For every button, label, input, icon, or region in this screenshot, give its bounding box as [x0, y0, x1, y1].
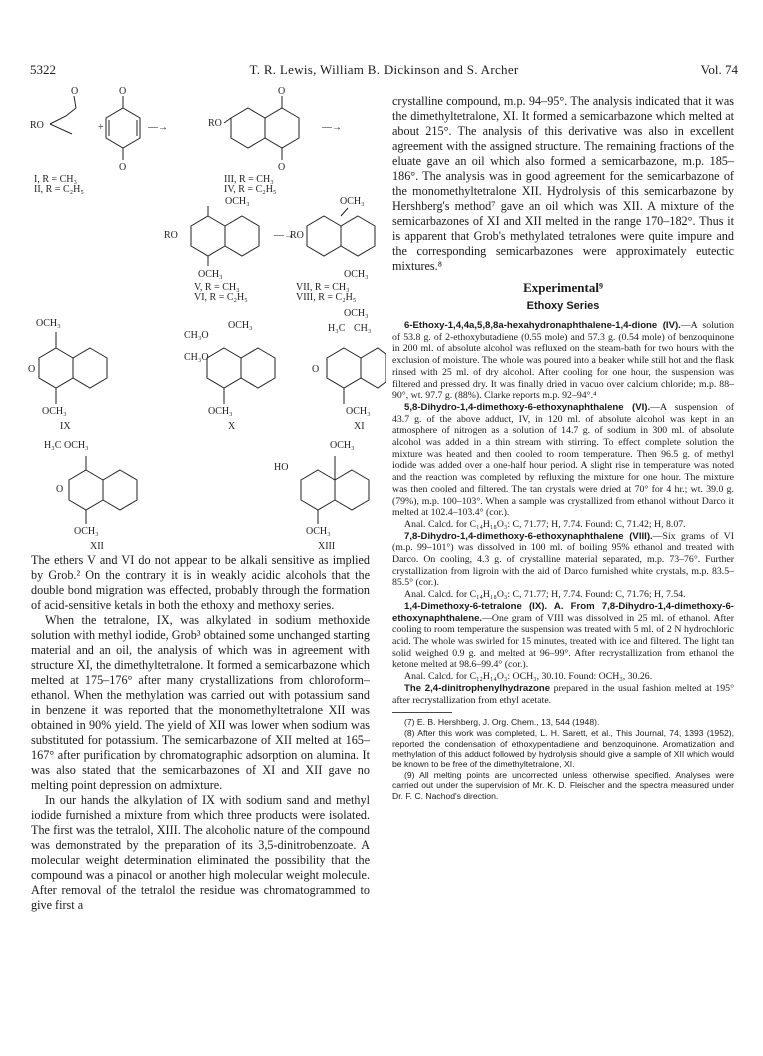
compound-vi-label: VI, R = C₂H₅ [194, 292, 248, 303]
procedure-title: 1,4-Dimethoxy-6-tetralone (IX). A. From 7,8-Dihydro-1,4-dimethoxy-6-ethoxynaphthalene. [392, 600, 734, 624]
och3-label: OCH₃ [228, 320, 253, 331]
och3-label: OCH₃ [208, 406, 233, 417]
och3-label: OCH₃ [346, 406, 371, 417]
compound-v-label: V, R = CH₃ [194, 282, 240, 293]
och3-label: OCH₃ [340, 196, 365, 207]
procedure-title: 7,8-Dihydro-1,4-dimethoxy-6-ethoxynaphthalene (VIII). [404, 530, 653, 542]
compound-xi-label: XI [354, 421, 365, 432]
subsection-heading: Ethoxy Series [526, 300, 600, 312]
structure-figures [28, 86, 386, 556]
o-label: O [119, 86, 127, 97]
experimental-paragraph [392, 531, 734, 590]
compound-viii-label: VIII, R = C₂H₅ [296, 292, 357, 303]
och3-label: OCH₃ [330, 440, 355, 451]
och3-label: OCH₃ [36, 318, 61, 329]
paragraph: In our hands the alkylation of IX with sodium sand and methyl iodide furnished a mixture from which three products were isolated. The first was the tetralol, XIII. The alcoholic nature of the compound was demonstrated by the preparation of its 3,5-dinitrobenzoate. A molecular weight determination eliminated the possibility that the compound was a pinacol or another high molecular weight molecule. After removal of the tetralol the residue was chromatogrammed to give first a [31, 793, 370, 912]
running-title: T. R. Lewis, William B. Dickinson and S. Archer [249, 62, 519, 77]
och3-label: OCH₃ [74, 526, 99, 537]
o-label: O [312, 364, 320, 375]
experimental-text [392, 320, 734, 706]
procedure-body: —One gram of VIII was dissolved in 25 ml. of ethanol. After cooling to room temperature the suspension was treated with 5 ml. of 2 N hydrochloric acid. The whole was swirled for 15 minutes, treated with ice and filtered. The light tan solid weighed 0.9 g. and melted at 96–99°. After recrystallization from ethanol the ketone melted at 98.6–99.4° (cor.). [392, 612, 734, 671]
page-header [30, 62, 738, 78]
o-label: O [28, 364, 36, 375]
och3-label: OCH₃ [306, 526, 331, 537]
experimental-paragraph [392, 601, 734, 671]
ro-label: RO [208, 118, 222, 129]
o-label: O [56, 484, 64, 495]
compound-iii-label: III, R = CH₃ [224, 174, 274, 185]
compound-xii-label: XII [90, 541, 104, 552]
och3-label: OCH₃ [344, 269, 369, 280]
page-number: 5322 [30, 62, 56, 77]
och3-label: OCH₃ [198, 269, 223, 280]
o-label: O [278, 86, 286, 97]
arrow: —→ [274, 230, 294, 241]
o-label: O [119, 162, 127, 173]
ro-label: RO [164, 230, 178, 241]
arrow: —→ [322, 122, 342, 133]
footnote: (8) After this work was completed, L. H. Sarett, et al., This Journal, 74, 1393 (1952), reported the condensation of ethoxypentadiene and benzoquinone. Aromatization and methylation of this adduct followed by hydrolysis should give a sample of XII which would be known to be free of the dimethyltetralone, XI. [392, 728, 734, 770]
o-label: O [71, 86, 79, 97]
footnote-divider [392, 712, 452, 713]
och3-label: OCH₃ [344, 308, 369, 319]
arrow: —→ [148, 122, 168, 133]
compound-x-label: X [228, 421, 236, 432]
experimental-paragraph [392, 683, 734, 706]
compound-vii-label: VII, R = CH₃ [296, 282, 350, 293]
procedure-title: The 2,4-dinitrophenylhydrazone [404, 682, 551, 694]
och3-label: OCH₃ [42, 406, 67, 417]
compound-ix-label: IX [60, 421, 71, 432]
ho-label: HO [274, 462, 289, 473]
o-label: O [278, 162, 286, 173]
procedure-body: prepared in the usual fashion melted at 195° after recrystallization from ethyl acetate. [392, 682, 734, 706]
h3c-label: H₃C [328, 323, 346, 334]
och3-label: OCH₃ [64, 440, 89, 451]
volume-number: Vol. 74 [700, 62, 738, 77]
footnote: (7) E. B. Hershberg, J. Org. Chem., 13, 544 (1948). [404, 717, 600, 728]
ro-label: RO [30, 120, 44, 131]
compound-iv-label: IV, R = C₂H₅ [224, 184, 277, 195]
analysis-line: Anal. Calcd. for C₁₄H₁₈O₃: C, 71.77; H, 7.74. Found: C, 71.42; H, 8.07. [404, 518, 686, 530]
right-column [392, 94, 734, 802]
analysis-line: Anal. Calcd. for C₁₂H₁₄O₃: OCH₃, 30.10. Found: OCH₃, 30.26. [404, 671, 653, 683]
compound-xiii-label: XIII [318, 541, 336, 552]
procedure-title: 6-Ethoxy-1,4,4a,5,8,8a-hexahydronaphthalene-1,4-dione (IV). [404, 320, 681, 331]
ch3-label: CH₃ [354, 323, 372, 334]
ch3o-label: CH₃O [184, 352, 209, 363]
procedure-body: —A suspension of 43.7 g. of the above adduct, IV, in 120 ml. of absolute alcohol was kept in an atmosphere of nitrogen as a solution of 14.7 g. of sodium in 300 ml. of absolute alcohol was added in a thin stream with stirring. To effect complete solution the mixture was heated and then cooled to room temperature. Then 96.5 g. of methyl iodide was added over a one-half hour period. A slight rise in temperature was noted and the reaction was completed by refluxing the mixture for one hour. The mixture was then cooled and filtered. The tan crystals were dried at 70° for 4 hr.; wt. 39.0 g. (79%), m.p. 100–103°. When a sample was crystallized from ethanol without Darco it melted at 102.4–103.4° (cor.). [392, 401, 735, 519]
ro-label: RO [290, 230, 304, 241]
footnotes [392, 717, 734, 801]
left-column-text [31, 553, 370, 913]
procedure-title: 5,8-Dihydro-1,4-dimethoxy-6-ethoxynaphthalene (VI). [404, 401, 651, 413]
och3-label: OCH₃ [225, 196, 250, 207]
paragraph: crystalline compound, m.p. 94–95°. The analysis indicated that it was the dimethyltetralone, XI. It formed a semicarbazone which melted at about 215°. The analysis of this derivative was also in excellent agreement with the assigned structure. The remaining fractions of the eluate gave an oil which also formed a semicarbazone, m.p. 185–186°. The analysis was in good agreement for the semicarbazone of the monomethyltetralone XII. Hydrolysis of this semicarbazone by Hershberg's method⁷ gave an oil which was XII. A mixture of the semicarbazones of XI and XII melted in the range 170–182°. Thus it is apparent that Grob's methylated tetralones were quite impure and the corresponding semicarbazones were approximately eutectic mixtures.⁸ [392, 94, 734, 273]
ch3o-label: CH₃O [184, 330, 209, 341]
experimental-paragraph [392, 320, 734, 402]
compound-i-label: I, R = CH₃ [34, 174, 78, 185]
compound-ii-label: II, R = C₂H₅ [34, 184, 84, 195]
plus-sign: + [98, 122, 104, 133]
paragraph: When the tetralone, IX, was alkylated in sodium methoxide solution with methyl iodide, Grob³ obtained some unchanged starting material and an oil, the analysis of which was in agreement with structure XI, the dimethyltetralone. It formed a semicarbazone which melted at 175–176° after many crystallizations from chloroform–ethanol. When the methylation was carried out with potassium sand in benzene it was reported that the monomethyltetralone XII was obtained in 90% yield. The yield of XII was lower when sodium was substituted for potassium. The semicarbazone of XII melted at 165–167° after purification by chromatographic adsorption on alumina. It was also stated that the semicarbazones of XI and XII gave no melting point depression on admixture. [31, 613, 370, 792]
analysis-line: Anal. Calcd. for C₁₄H₁₈O₃: C, 71.77; H, 7.74. Found: C, 71.76; H, 7.54. [404, 589, 686, 601]
paragraph: The ethers V and VI do not appear to be alkali sensitive as implied by Grob.² On the contrary it is in weakly acidic alcohols that the double bond migration was effected, probably through the formation of acid-sensitive ketals in both the ethoxy and methoxy series. [31, 553, 370, 612]
procedure-body: —Six grams of VI (m.p. 99–101°) was dissolved in 100 ml. of boiling 95% ethanol and treated with Darco. On cooling, 4.3 g. of crystalline material separated, m.p. 73–76°. Further crystallization from ligroin with the aid of Darco furnished white crystals, m.p. 83.5–85.5° (cor.). [392, 530, 735, 589]
section-heading: Experimental⁹ [523, 280, 603, 295]
footnote: (9) All melting points are uncorrected unless otherwise specified. Analyses were carried out under the supervision of Mr. K. D. Fleischer and the spectra measured under Dr. F. C. Nachod's direction. [392, 770, 734, 801]
reaction-scheme [28, 86, 386, 556]
experimental-paragraph [392, 402, 734, 519]
h3c-label: H₃C [44, 440, 62, 451]
procedure-body: —A solution of 53.8 g. of 2-ethoxybutadiene (0.55 mole) and 57.3 g. (0.54 mole) of benzoquinone in 200 ml. of absolute alcohol was refluxed on the steam-bath for two hours with the exclusion of moisture. The whole was poured into a beaker while still hot and the flask rinsed with 25 ml. of dry alcohol. After cooling for one hour, the suspension was filtered and pressed dry. It was finally dried in vacuo over calcium chloride; m.p. 88–90°, wt. 97.7 g. (88%). Clarke reports m.p. 92–94°.⁴ [392, 320, 735, 402]
